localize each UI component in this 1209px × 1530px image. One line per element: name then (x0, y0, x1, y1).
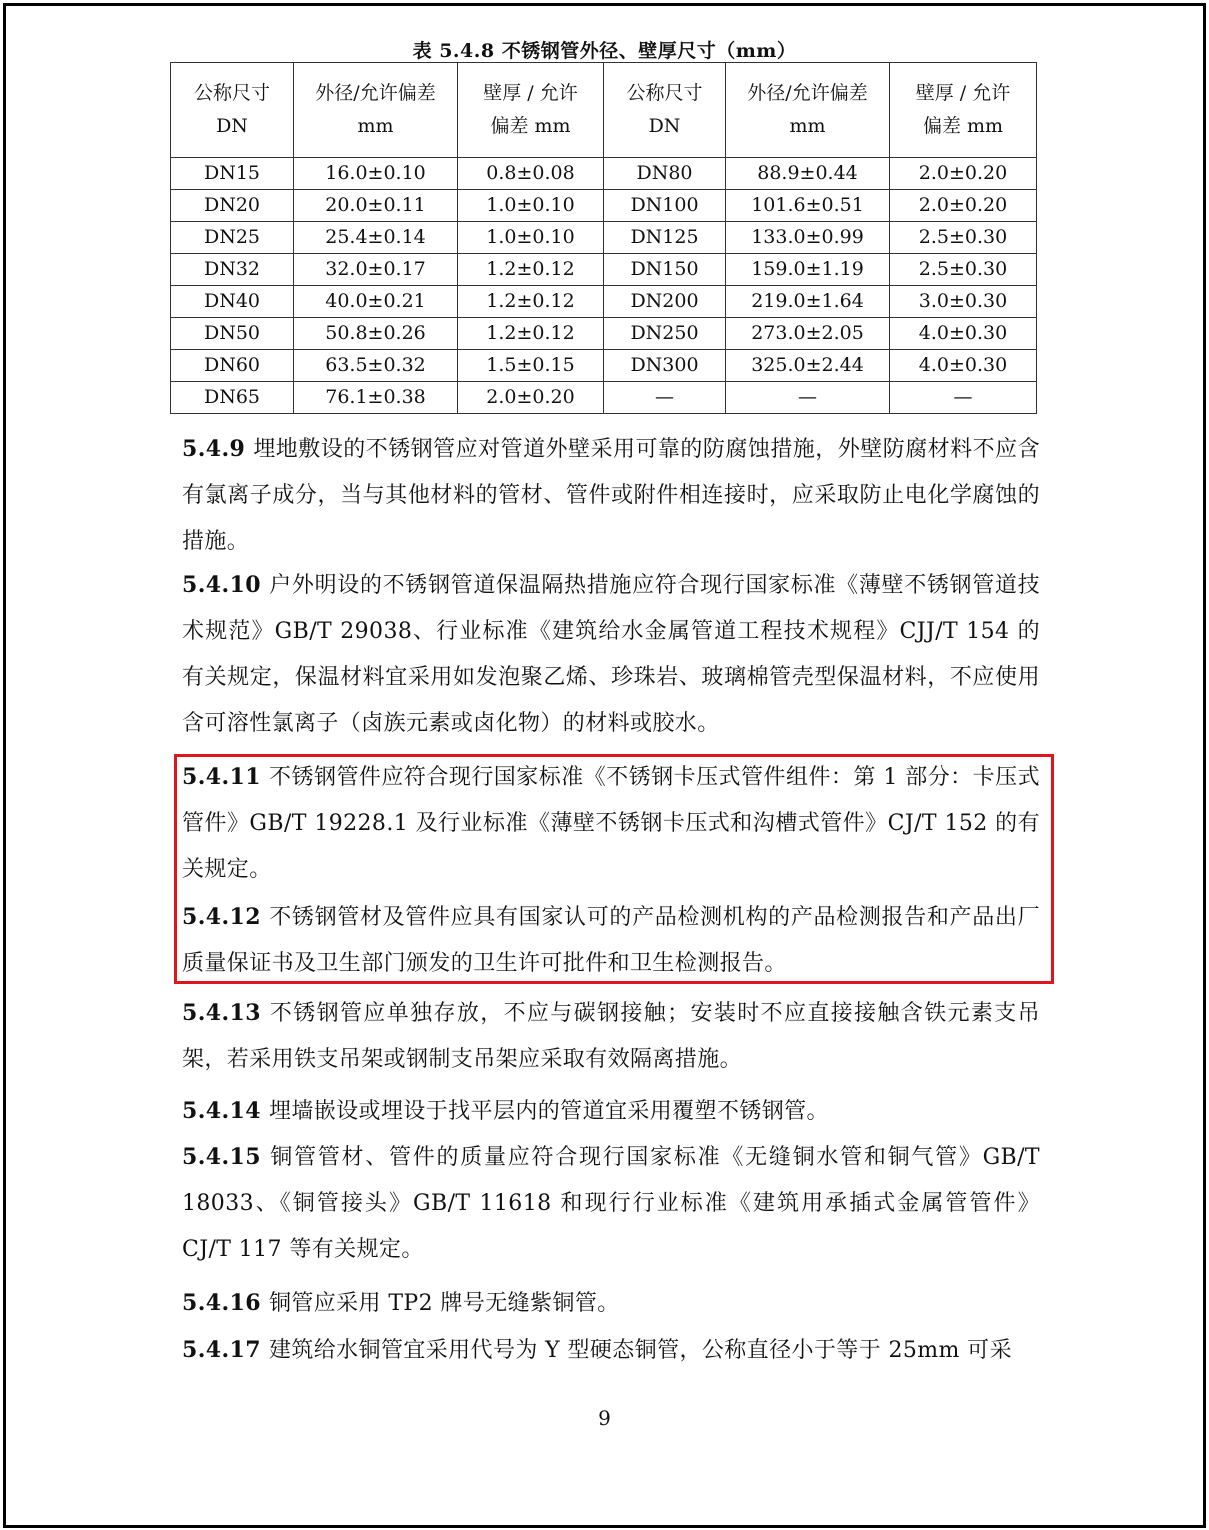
clause-text: 不锈钢管材及管件应具有国家认可的产品检测机构的产品检测报告和产品出厂质量保证书及卫生部门颁发的卫生许可批件和卫生检测报告。 (182, 905, 1040, 976)
table-cell: 4.0±0.30 (890, 350, 1037, 382)
clause-number: 5.4.15 (182, 1144, 261, 1170)
table-cell: 133.0±0.99 (726, 222, 890, 254)
table-row (171, 350, 1037, 382)
table-cell: 50.8±0.26 (294, 318, 458, 350)
clause-text: 不锈钢管件应符合现行国家标准《不锈钢卡压式管件组件：第 1 部分：卡压式管件》GB/T 19228.1 及行业标准《薄壁不锈钢卡压式和沟槽式管件》CJ/T 152 的有关规定。 (182, 765, 1040, 882)
clause-text: 户外明设的不锈钢管道保温隔热措施应符合现行国家标准《薄壁不锈钢管道技术规范》GB/T 29038、行业标准《建筑给水金属管道工程技术规程》CJJ/T 154 的有关规定，保温材料宜采用如发泡聚乙烯、珍珠岩、玻璃棉管壳型保温材料，不应使用含可溶性氯离子（卤族元素或卤化物）的材料或胶水。 (182, 573, 1040, 736)
table-caption: 表 5.4.8 不锈钢管外径、壁厚尺寸（mm） (412, 40, 797, 62)
clause-text: 埋地敷设的不锈钢管应对管道外壁采用可靠的防腐蚀措施，外壁防腐材料不应含有氯离子成分，当与其他材料的管材、管件或附件相连接时，应采取防止电化学腐蚀的措施。 (182, 437, 1040, 554)
table-cell: 1.5±0.15 (458, 350, 604, 382)
table-cell: 1.0±0.10 (458, 222, 604, 254)
table-row (171, 158, 1037, 190)
clause-5-4-10 (182, 562, 1040, 747)
header-nominal-size: 公称尺寸 DN (171, 63, 294, 158)
header-nominal-size: 公称尺寸 DN (604, 63, 726, 158)
table-cell: 273.0±2.05 (726, 318, 890, 350)
header-wall-thickness: 壁厚 / 允许 偏差 mm (890, 63, 1037, 158)
table-cell: DN250 (604, 318, 726, 350)
table-cell: DN65 (171, 382, 294, 414)
table-cell: DN15 (171, 158, 294, 190)
table-cell: 1.2±0.12 (458, 286, 604, 318)
page-number: 9 (598, 1406, 611, 1430)
clause-number: 5.4.16 (182, 1290, 261, 1316)
table-cell: DN40 (171, 286, 294, 318)
table-cell: DN300 (604, 350, 726, 382)
table-cell: DN80 (604, 158, 726, 190)
pipe-dimension-table (170, 62, 1037, 414)
table-cell: 159.0±1.19 (726, 254, 890, 286)
table-cell: 63.5±0.32 (294, 350, 458, 382)
clause-5-4-17 (182, 1327, 1040, 1374)
table-cell: 219.0±1.64 (726, 286, 890, 318)
table-cell: 88.9±0.44 (726, 158, 890, 190)
table-cell: DN50 (171, 318, 294, 350)
clause-text: 铜管应采用 TP2 牌号无缝紫铜管。 (268, 1291, 620, 1316)
clause-5-4-14 (182, 1088, 1040, 1135)
clause-5-4-11 (182, 754, 1040, 893)
table-cell: 40.0±0.21 (294, 286, 458, 318)
table-cell: 20.0±0.11 (294, 190, 458, 222)
table-cell: DN200 (604, 286, 726, 318)
table-header-row (171, 63, 1037, 158)
clause-text: 建筑给水铜管宜采用代号为 Y 型硬态铜管，公称直径小于等于 25mm 可采 (268, 1338, 1012, 1363)
table-cell: 0.8±0.08 (458, 158, 604, 190)
table-cell: DN32 (171, 254, 294, 286)
clause-5-4-9 (182, 426, 1040, 565)
clause-number: 5.4.9 (182, 436, 246, 462)
table-cell: 3.0±0.30 (890, 286, 1037, 318)
table-row (171, 222, 1037, 254)
header-wall-thickness: 壁厚 / 允许 偏差 mm (458, 63, 604, 158)
table-cell: DN150 (604, 254, 726, 286)
header-outer-diameter: 外径/允许偏差 mm (294, 63, 458, 158)
table-cell: 16.0±0.10 (294, 158, 458, 190)
table-cell: DN20 (171, 190, 294, 222)
table-cell: 1.2±0.12 (458, 254, 604, 286)
table-cell: 2.5±0.30 (890, 254, 1037, 286)
clause-number: 5.4.13 (182, 1000, 261, 1026)
table-cell: 2.5±0.30 (890, 222, 1037, 254)
clause-number: 5.4.12 (182, 904, 261, 930)
table-cell: 2.0±0.20 (890, 158, 1037, 190)
table-cell: 32.0±0.17 (294, 254, 458, 286)
table-cell: 1.2±0.12 (458, 318, 604, 350)
header-outer-diameter: 外径/允许偏差 mm (726, 63, 890, 158)
clause-text: 铜管管材、管件的质量应符合现行国家标准《无缝铜水管和铜气管》GB/T 18033、《铜管接头》GB/T 11618 和现行行业标准《建筑用承插式金属管管件》CJ/T 117 等有关规定。 (182, 1145, 1040, 1262)
clause-5-4-16 (182, 1280, 1040, 1327)
table-cell: 2.0±0.20 (890, 190, 1037, 222)
table-row (171, 318, 1037, 350)
clause-number: 5.4.14 (182, 1098, 261, 1124)
table-cell: 4.0±0.30 (890, 318, 1037, 350)
clause-5-4-15 (182, 1134, 1040, 1273)
table-cell: 25.4±0.14 (294, 222, 458, 254)
table-cell: — (726, 382, 890, 414)
table-cell: DN100 (604, 190, 726, 222)
table-cell: — (604, 382, 726, 414)
clause-number: 5.4.10 (182, 572, 261, 598)
table-cell: DN125 (604, 222, 726, 254)
table-cell: DN60 (171, 350, 294, 382)
table-row (171, 190, 1037, 222)
table-cell: 2.0±0.20 (458, 382, 604, 414)
table-cell: 101.6±0.51 (726, 190, 890, 222)
clause-5-4-12 (182, 894, 1040, 987)
clause-number: 5.4.11 (182, 764, 261, 790)
clause-text: 不锈钢管应单独存放，不应与碳钢接触；安装时不应直接接触含铁元素支吊架，若采用铁支吊架或钢制支吊架应采取有效隔离措施。 (182, 1001, 1040, 1072)
table-row (171, 286, 1037, 318)
table-row (171, 382, 1037, 414)
table-cell: — (890, 382, 1037, 414)
table-cell: DN25 (171, 222, 294, 254)
table-cell: 76.1±0.38 (294, 382, 458, 414)
clause-text: 埋墙嵌设或埋设于找平层内的管道宜采用覆塑不锈钢管。 (268, 1099, 829, 1124)
table-row (171, 254, 1037, 286)
table-cell: 1.0±0.10 (458, 190, 604, 222)
table-cell: 325.0±2.44 (726, 350, 890, 382)
clause-5-4-13 (182, 990, 1040, 1083)
clause-number: 5.4.17 (182, 1337, 261, 1363)
